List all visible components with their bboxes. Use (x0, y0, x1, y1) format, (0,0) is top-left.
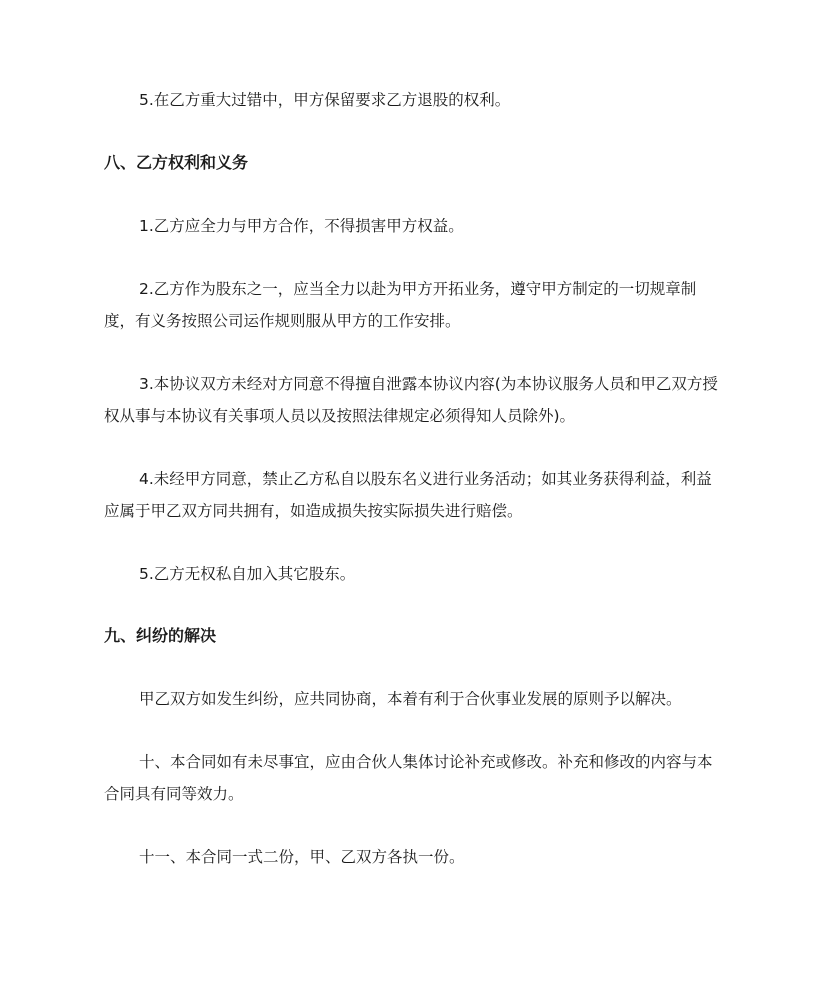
paragraph-clause-8-1: 1.乙方应全力与甲方合作，不得损害甲方权益。 (139, 217, 464, 235)
paragraph-clause-11: 十一、本合同一式二份，甲、乙双方各执一份。 (139, 848, 465, 866)
paragraph-clause-8-2: 2.乙方作为股东之一，应当全力以赴为甲方开拓业务，遵守甲方制定的一切规章制度，有义务按照公司运作规则服从甲方的工作安排。 (104, 280, 697, 330)
paragraph-clause-10: 十、本合同如有未尽事宜，应由合伙人集体讨论补充或修改。补充和修改的内容与本合同具有同等效力。 (104, 753, 713, 803)
paragraph-clause-8-4: 4.未经甲方同意，禁止乙方私自以股东名义进行业务活动；如其业务获得利益，利益应属于甲乙双方同共拥有，如造成损失按实际损失进行赔偿。 (104, 470, 712, 520)
paragraph-clause-7-5: 5.在乙方重大过错中，甲方保留要求乙方退股的权利。 (139, 91, 511, 109)
section-heading-9: 九、纠纷的解决 (104, 626, 217, 645)
paragraph-clause-8-3: 3.本协议双方未经对方同意不得擅自泄露本协议内容(为本协议服务人员和甲乙双方授权从事与本协议有关事项人员以及按照法律规定必须得知人员除外)。 (104, 375, 718, 425)
section-heading-8: 八、乙方权利和义务 (104, 153, 249, 172)
paragraph-clause-8-5: 5.乙方无权私自加入其它股东。 (139, 565, 356, 583)
paragraph-dispute: 甲乙双方如发生纠纷，应共同协商，本着有利于合伙事业发展的原则予以解决。 (139, 690, 682, 708)
